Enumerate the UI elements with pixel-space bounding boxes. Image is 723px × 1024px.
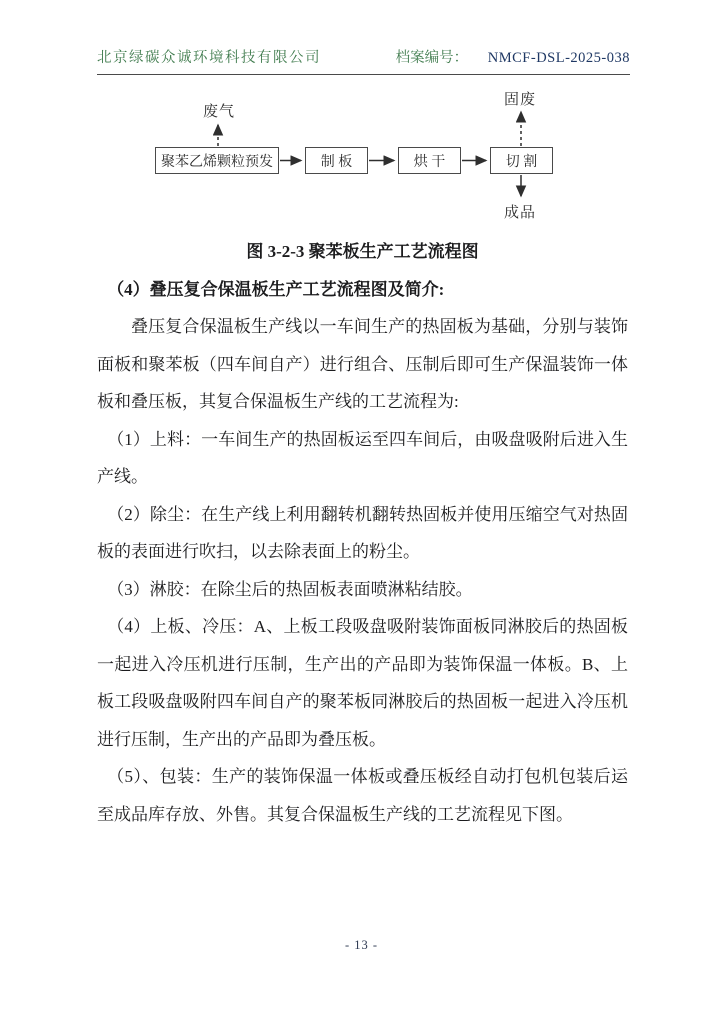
product-label: 成品 <box>504 205 537 221</box>
process-flowchart <box>0 88 723 233</box>
paragraph-step-1: （1）上料：一车间生产的热固板运至四车间后，由吸盘吸附后进入生产线。 <box>97 429 628 486</box>
archive-number: NMCF-DSL-2025-038 <box>487 50 630 66</box>
section-heading: （4）叠压复合保温板生产工艺流程图及简介: <box>107 279 445 299</box>
paragraph-step-2: （2）除尘：在生产线上利用翻转机翻转热固板并使用压缩空气对热固板的表面进行吹扫，以去除表面上的粉尘。 <box>97 504 628 561</box>
paragraph-step-4: （4）上板、冷压：A、上板工段吸盘吸附装饰面板同淋胶后的热固板一起进入冷压机进行压制，生产出的产品即为装饰保温一体板。B、上板工段吸盘吸附四车间自产的聚苯板同淋胶后的热固板一起进入冷压机进行压制，生产出的产品即为叠压板。 <box>97 617 628 749</box>
process-box-cutting: 切 割 <box>490 147 553 174</box>
page-number: - 13 - <box>344 938 379 952</box>
paragraph-step-3: （3）淋胶：在除尘后的热固板表面喷淋粘结胶。 <box>107 579 473 599</box>
company-name: 北京绿碳众诚环境科技有限公司 <box>97 50 321 66</box>
process-box-drying: 烘 干 <box>398 147 461 174</box>
paragraph-intro: 叠压复合保温板生产线以一车间生产的热固板为基础，分别与装饰面板和聚苯板（四车间自产）进行组合、压制后即可生产保温装饰一体板和叠压板，其复合保温板生产线的工艺流程为: <box>97 317 628 411</box>
figure-caption: 图 3-2-3 聚苯板生产工艺流程图 <box>246 242 479 261</box>
page-header <box>97 46 630 75</box>
process-box-board-making: 制 板 <box>305 147 368 174</box>
paragraph-step-5: （5）、包装：生产的装饰保温一体板或叠压板经自动打包机包装后运至成品库存放、外售。其复合保温板生产线的工艺流程见下图。 <box>97 767 628 824</box>
waste-gas-label: 废气 <box>203 104 236 120</box>
archive-field <box>396 46 630 67</box>
process-box-pre-expansion: 聚苯乙烯颗粒预发 <box>155 147 279 174</box>
solid-waste-label: 固废 <box>504 92 537 108</box>
archive-label: 档案编号： <box>395 50 469 66</box>
body-content <box>97 233 628 833</box>
